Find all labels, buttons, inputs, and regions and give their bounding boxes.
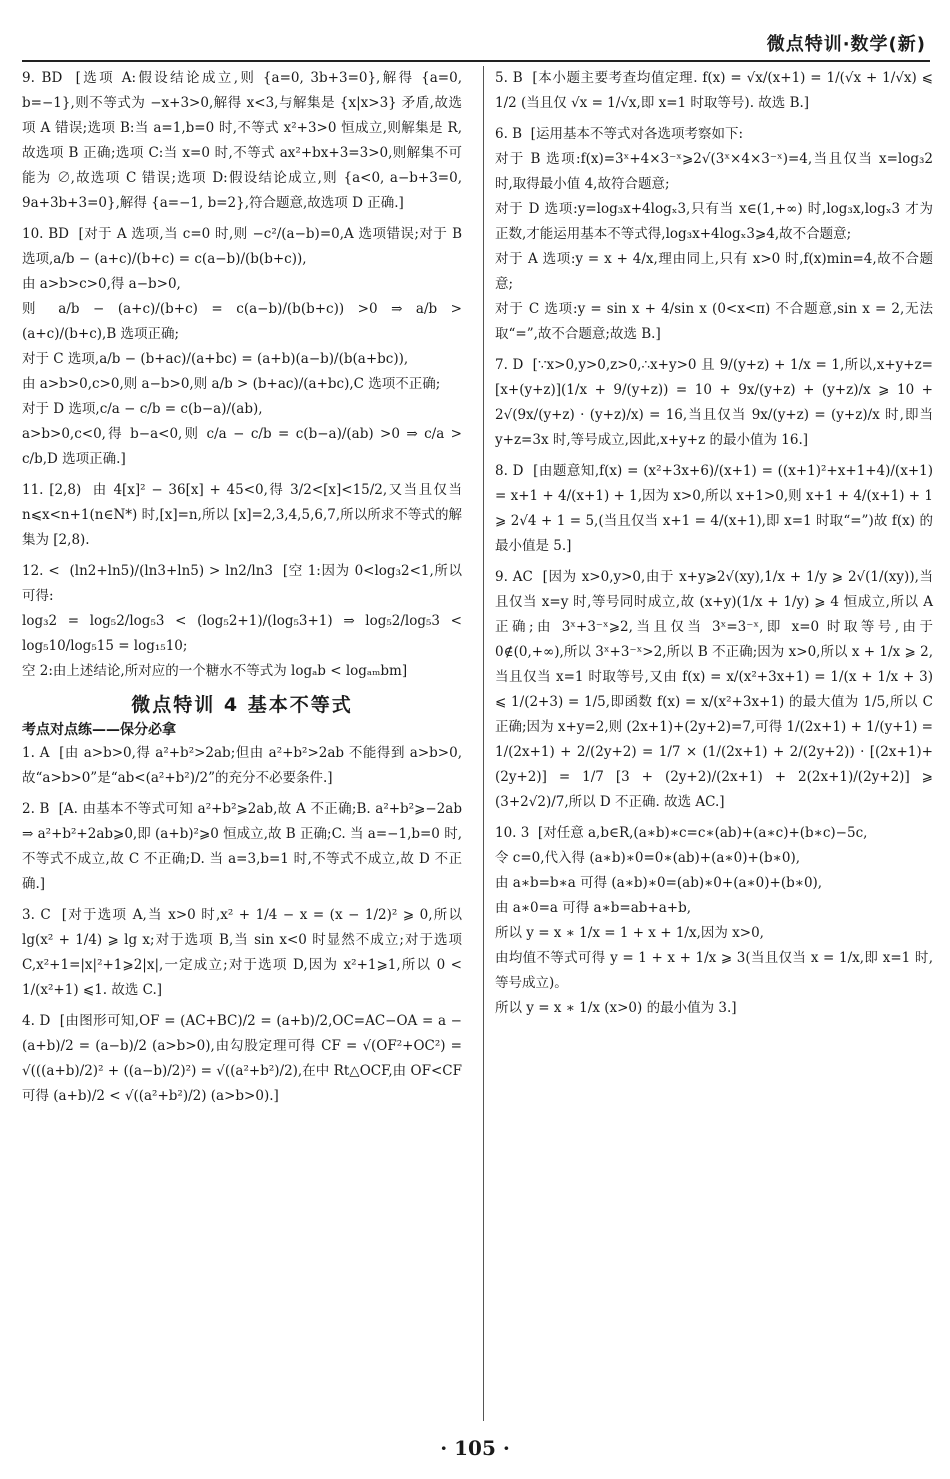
answer-s4-6: 6. B [运用基本不等式对各选项考察如下: 对于 B 选项:f(x)=3ˣ+4×3⁻ˣ⩾2√(3ˣ×4×3⁻ˣ)=4,当且仅当 x=log₃2 时,取得最小值 4,故符合题意; 对于 D 选项:y=log₃x+4logₓ3,只有当 x∈(1,+∞) 时,log₃x,logₓ3 才为正数,才能运用基本不等式得,log₃x+4logₓ3⩾4,故不合题意; 对于 A 选项:y = x + 4/x,理由同上,只有 x>0 时,f(x)min=4,故不合题意; 对于 C 选项:y = sin x + 4/sin x (0<x<π) 不合题意,sin x = 2,无法取“=”,故不合题意;故选 B.]: [495, 126, 933, 342]
answer-s4-10: 10. 3 [对任意 a,b∈R,(a∗b)∗c=c∗(ab)+(a∗c)+(b∗c)−5c, 令 c=0,代入得 (a∗b)∗0=0∗(ab)+(a∗0)+(b∗0), 由 a∗b=b∗a 可得 (a∗b)∗0=(ab)∗0+(a∗0)+(b∗0), 由 a∗0=a 可得 a∗b=ab+a+b, 所以 y = x ∗ 1/x = 1 + x + 1/x,因为 x>0, 由均值不等式可得 y = 1 + x + 1/x ⩾ 3(当且仅当 x = 1/x,即 x=1 时,等号成立)。 所以 y = x ∗ 1/x (x>0) 的最小值为 3.]: [495, 825, 933, 1016]
section-subheading: 考点对点练——保分必拿: [22, 722, 176, 738]
page-header: [0, 0, 950, 62]
answer-s4-3: 3. C [对于选项 A,当 x>0 时,x² + 1/4 − x = (x − 1/2)² ⩾ 0,所以 lg(x² + 1/4) ⩾ lg x;对于选项 B,当 sin x<0 时显然不成立;对于选项 C,x²+1=|x|²+1⩾2|x|,一定成立;对于选项 D,因为 x²+1⩾1,所以 0 < 1/(x²+1) ⩽1. 故选 C.]: [22, 907, 467, 998]
answer-s4-7: 7. D [∵x>0,y>0,z>0,∴x+y>0 且 9/(y+z) + 1/x = 1,所以,x+y+z=[x+(y+z)](1/x + 9/(y+z)) = 10 + 9x/(y+z) + (y+z)/x ⩾ 10 + 2√(9x/(y+z) · (y+z)/x) = 16,当且仅当 9x/(y+z) = (y+z)/x 时,即当 y+z=3x 时,等号成立,因此,x+y+z 的最小值为 16.]: [495, 357, 938, 448]
answer-9: 9. BD [选项 A:假设结论成立,则 {a=0, 3b+3=0},解得 {a=0, b=−1},则不等式为 −x+3>0,解得 x<3,与解集是 {x|x>3} 矛盾,故选项 A 错误;选项 B:当 a=1,b=0 时,不等式 x²+3>0 恒成立,则解集是 R,故选项 B 正确;选项 C:当 x=0 时,不等式 ax²+bx+3=3>0,则解集不可能为 ∅,故选项 C 错误;选项 D:假设结论成立,则 {a<0, a−b+3=0, 9a+3b+3=0},解得 {a=−1, b=2},符合题意,故选项 D 正确.]: [22, 70, 467, 211]
answer-11: 11. [2,8) 由 4[x]² − 36[x] + 45<0,得 3/2<[x]<15/2,又当且仅当 n⩽x<n+1(n∈N*) 时,[x]=n,所以 [x]=2,3,4,5,6,7,所以所求不等式的解集为 [2,8).: [22, 482, 467, 548]
answer-s4-4: 4. D [由图形可知,OF = (AC+BC)/2 = (a+b)/2,OC=AC−OA = a − (a+b)/2 = (a−b)/2 (a>b>0),由勾股定理可得 CF = √(OF²+OC²) = √(((a+b)/2)² + ((a−b)/2)²) = √((a²+b²)/2),在中 Rt△OCF,由 OF<CF 可得 (a+b)/2 < √((a²+b²)/2) (a>b>0).]: [22, 1013, 467, 1104]
answer-s4-8: 8. D [由题意知,f(x) = (x²+3x+6)/(x+1) = ((x+1)²+x+1+4)/(x+1) = x+1 + 4/(x+1) + 1,因为 x>0,所以 x+1>0,则 x+1 + 4/(x+1) + 1 ⩾ 2√4 + 1 = 5,(当且仅当 x+1 = 4/(x+1),即 x=1 时取“=”)故 f(x) 的最小值是 5.]: [495, 463, 938, 554]
answer-s4-5: 5. B [本小题主要考查均值定理. f(x) = √x/(x+1) = 1/(√x + 1/√x) ⩽ 1/2 (当且仅 √x = 1/√x,即 x=1 时取等号). 故选 B.]: [495, 70, 938, 111]
left-column: [22, 66, 467, 1115]
answer-12: 12. < (ln2+ln5)/(ln3+ln5) > ln2/ln3 [空 1:因为 0<log₃2<1,所以可得: log₃2 = log₅2/log₅3 < (log₅2+1)/(log₅3+1) ⇒ log₅2/log₅3 < log₅10/log₅15 = log₁₅10; 空 2:由上述结论,所对应的一个糖水不等式为 logₐb < logₐₘbm]: [22, 563, 462, 679]
section-title: 微点特训 4 基本不等式: [131, 694, 353, 716]
page-number: · 105 ·: [440, 1436, 510, 1460]
answer-s4-2: 2. B [A. 由基本不等式可知 a²+b²⩾2ab,故 A 不正确;B. a²+b²⩾−2ab ⇒ a²+b²+2ab⩾0,即 (a+b)²⩾0 恒成立,故 B 正确;C. 当 a=−1,b=0 时,不等式不成立,故 C 不正确;D. 当 a=3,b=1 时,不等式不成立,故 D 不正确.]: [22, 801, 467, 892]
answer-s4-9: 9. AC [因为 x>0,y>0,由于 x+y⩾2√(xy),1/x + 1/y ⩾ 2√(1/(xy)),当且仅当 x=y 时,等号同时成立,故 (x+y)(1/x + 1/y) ⩾ 4 恒成立,所以 A 正确;由 3ˣ+3⁻ˣ⩾2,当且仅当 3ˣ=3⁻ˣ,即 x=0 时取等号,由于 0∉(0,+∞),所以 3ˣ+3⁻ˣ>2,所以 B 不正确;因为 x>0,所以 x + 1/x ⩾ 2,当且仅当 x=1 时取等号,又由 f(x) = x/(x²+3x+1) = 1/(x + 1/x + 3) ⩽ 1/(2+3) = 1/5,即函数 f(x) = x/(x²+3x+1) 的最大值为 1/5,所以 C 正确;因为 x+y=2,则 (2x+1)+(2y+2)=7,可得 1/(2x+1) + 1/(y+1) = 1/(2x+1) + 2/(2y+2) = 1/7 × (1/(2x+1) + 2/(2y+2)) · [(2x+1)+(2y+2)] = 1/7 [3 + (2y+2)/(2x+1) + 2(2x+1)/(2y+2)] ⩾ (3+2√2)/7,所以 D 不正确. 故选 AC.]: [495, 569, 938, 810]
header-title: 微点特训·数学(新): [766, 34, 926, 55]
header-rule: [22, 60, 930, 62]
right-column: [495, 66, 938, 1027]
answer-s4-1: 1. A [由 a>b>0,得 a²+b²>2ab;但由 a²+b²>2ab 不能得到 a>b>0,故“a>b>0”是“ab<(a²+b²)/2”的充分不必要条件.]: [22, 745, 462, 786]
answer-10: 10. BD [对于 A 选项,当 c=0 时,则 −c²/(a−b)=0,A 选项错误;对于 B 选项,a/b − (a+c)/(b+c) = c(a−b)/(b(b+c)), 由 a>b>c>0,得 a−b>0, 则 a/b − (a+c)/(b+c) = c(a−b)/(b(b+c)) >0 ⇒ a/b > (a+c)/(b+c),B 选项正确; 对于 C 选项,a/b − (b+ac)/(a+bc) = (a+b)(a−b)/(b(a+bc)), 由 a>b>0,c>0,则 a−b>0,则 a/b > (b+ac)/(a+bc),C 选项不正确; 对于 D 选项,c/a − c/b = c(b−a)/(ab), a>b>0,c<0,得 b−a<0,则 c/a − c/b = c(b−a)/(ab) >0 ⇒ c/a > c/b,D 选项正确.]: [22, 226, 462, 467]
column-divider: [483, 66, 484, 1421]
